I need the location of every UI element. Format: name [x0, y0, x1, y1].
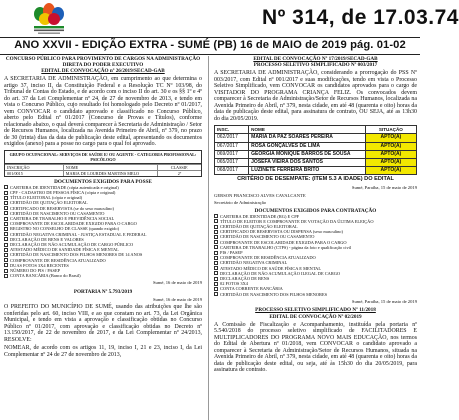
list-item-label: ATESTADO MÉDICO DE SANIDADE FÍSICA E MENTAL: [10, 247, 119, 253]
checkbox-icon: [214, 287, 218, 291]
list-item-label: CERTIFICADO DE RESERVISTA OU DISPENSA (sexo masculino): [220, 229, 343, 235]
status-badge: APTO(A): [366, 134, 416, 141]
list-item: [4, 273, 202, 278]
status-badge: APTO(A): [366, 151, 416, 158]
list-item-label: CERTIDÃO DE NASCIMENTO OU CASAMENTO: [220, 234, 315, 240]
edition-rule: [0, 54, 420, 55]
portaria-date: Sumé, 16 de maio de 2019: [153, 296, 202, 302]
checkbox-icon: [4, 185, 8, 189]
list-item-label: REGISTRO NO CONSELHO DE CLASSE (quando exigido): [10, 226, 120, 232]
portaria-title: PORTARIA Nº 5.793/2019: [73, 288, 133, 295]
checkbox-icon: [4, 258, 8, 262]
list-item-label: CERTIFICADO DE RESERVISTA (se do sexo masculino): [10, 205, 114, 211]
right-column: [214, 56, 417, 420]
checkbox-icon: [214, 261, 218, 265]
table-row: 069/2017 GEORGIA MONIQUE BARROS DE SOUSA APTO(A): [215, 151, 416, 159]
checkbox-icon: [214, 282, 218, 286]
checkbox-icon: [4, 274, 8, 278]
table-row: 068/2017 LUZINETE FERREIRA BRITO APTO(A): [215, 167, 416, 174]
docs-title-right: DOCUMENTOS EXIGIDOS PARA CONTRATAÇÃO: [254, 207, 377, 214]
column-divider: [208, 56, 209, 420]
edital-title: EDITAL DE CONVOCAÇÃO nº 26/2019/SECAD-GAB: [41, 68, 165, 74]
status-badge: APTO(A): [366, 159, 416, 166]
list-item-label: CPF - CADASTRO DE PESSOA FÍSICA (cópia e original): [10, 189, 116, 195]
list-item-label: ATESTADO MÉDICO DE SAÚDE FÍSICA E MENTAL: [220, 265, 322, 271]
list-item-label: TÍTULO DE ELEITOR E COMPROVANTE DE VOTAÇÃO DA ÚLTIMA ELEIÇÃO: [220, 218, 374, 224]
signature-role: Secretário de Administração: [214, 200, 267, 206]
table-row: INSCRIÇÃO NOME CLASSIF.: [5, 164, 201, 170]
checkbox-icon: [4, 211, 8, 215]
checkbox-icon: [4, 248, 8, 252]
list-item-label: COMPROVANTE DE RESIDÊNCIA ATUALIZADO: [220, 255, 316, 261]
list-item-label: CONTA BANCÁRIA (Banco do Brasil): [10, 273, 81, 279]
checkbox-icon: [214, 240, 218, 244]
list-item-label: CERTIDÃO DE NASCIMENTO DOS FILHOS MENORES: [220, 291, 328, 297]
pss-title: PROCESSO SELETIVO SIMPLIFICADO Nº 11/2018: [255, 307, 376, 314]
checkbox-icon: [214, 214, 218, 218]
list-item: [214, 292, 417, 297]
masthead: [0, 0, 459, 36]
list-item-label: DECLARAÇÃO DE NÃO ACUMULAÇÃO ILEGAL DE CARGO: [220, 270, 341, 276]
checkbox-icon: [4, 243, 8, 247]
checkbox-icon: [214, 277, 218, 281]
checkbox-icon: [214, 251, 218, 255]
list-item-label: NÚMERO DO PIS / PASEP: [10, 267, 61, 273]
list-item-label: DECLARAÇÃO DE NÃO ACUMULAÇÃO DE CARGO PÚBLICO: [10, 241, 134, 247]
list-item-label: 02 FOTOS 3X4: [220, 281, 248, 287]
checkbox-icon: [4, 237, 8, 241]
table-head: GRUPO OCUPACIONAL: SERVIÇOS DE SAÚDE E/ OU AGENTE - CATEGORIA PROFISSIONAL: PSICÓLOGO: [5, 151, 201, 164]
list-item-label: DECLARAÇÃO DE BENS E VALORES: [10, 236, 84, 242]
list-item-label: CARTEIRA DE TRABALHO (CTPS) - página da foto e qualificação civil: [220, 244, 352, 250]
list-item-label: CARTEIRA DE IDENTIDADE (cópia autenticada e original): [10, 184, 119, 190]
list-item-label: CERTIDÃO NEGATIVA CRIMINAL: [220, 260, 288, 266]
table-row: 065/2017 JOSEFA VIEIRA DOS SANTOS APTO(A): [215, 159, 416, 167]
docs-list: [4, 185, 202, 279]
signature-place: Sumé, 16 de maio de 2019: [153, 280, 202, 286]
docs-list-right: [214, 214, 417, 297]
checkbox-icon: [214, 225, 218, 229]
pss-edital: EDITAL DE CONVOCAÇÃO Nº 02/2019: [269, 313, 362, 320]
signature-name: GERSON FRANCISCO ALVES CAVALCANTE: [214, 192, 306, 198]
nomear-text: NOMEAR, de acordo com os artigos 11, 19, inciso I, 21 e 23, inciso I, da Lei Complementar nº 24 de 27 de novembro de 2013,: [4, 345, 202, 358]
result-table: [214, 125, 417, 175]
checkbox-icon: [214, 256, 218, 260]
list-item-label: CERTIDÃO DE NASCIMENTO OU CASAMENTO: [10, 210, 105, 216]
checkbox-icon: [214, 230, 218, 234]
list-item-label: COMPROVANTE DE ESCOLARIDADE EXIGIDA PARA O CARGO: [220, 239, 347, 245]
candidate-table: [4, 150, 202, 177]
table-row: 001/0015 MARIA DE LOURDES MARTINS MELO 2º: [5, 170, 201, 176]
list-item-label: CERTIDÃO DE NASCIMENTO DOS FILHOS MENORES DE 14 ANOS: [10, 252, 143, 258]
list-item-label: COMPROVANTE DE ESCOLARIDADE EXIGIDO PARA O CARGO: [10, 221, 137, 227]
checkbox-icon: [4, 191, 8, 195]
list-item-label: CONTA CORRENTE BANCÁRIA: [220, 286, 283, 292]
list-item-label: CARTEIRA DE TRABALHO E PREVIDÊNCIA SOCIAL: [10, 215, 115, 221]
docs-title: DOCUMENTOS EXIGIDOS PARA POSSE: [54, 178, 152, 185]
checkbox-icon: [4, 206, 8, 210]
table-row: 067/2017 ROSA GONÇALVES DE LIMA APTO(A): [215, 143, 416, 151]
edition-line: ANO XXVII - EDIÇÃO EXTRA - SUMÉ (PB) 16 de MAIO de 2019 pág. 01-02: [14, 39, 406, 51]
checkbox-icon: [214, 292, 218, 296]
checkbox-icon: [214, 245, 218, 249]
result-header-row: INSC. NOME SITUAÇÃO: [215, 126, 416, 134]
top-rule: [0, 37, 420, 38]
list-item-label: CERTIDÃO NEGATIVA CRIMINAL - JUSTIÇA ESTADUAL E FEDERAL: [10, 231, 147, 237]
concurso-title: CONCURSO PÚBLICO PARA PROVIMENTO DE CARGOS NA ADMINISTRAÇÃO DIRETA DO PODER EXECUTIVO: [5, 56, 201, 68]
signature-place-right: Sumé, Paraíba, 15 de maio de 2019: [351, 185, 417, 191]
checkbox-icon: [4, 253, 8, 257]
checkbox-icon: [214, 235, 218, 239]
list-item-label: CERTIDÃO DE QUITAÇÃO ELEITORAL: [10, 200, 88, 206]
checkbox-icon: [214, 266, 218, 270]
list-item-label: DECLARAÇÃO DE BENS: [220, 276, 270, 282]
edital-body: A SECRETARIA DE ADMINISTRAÇÃO, em cumprimento ao que determina o artigo 37, inciso II, da Constituição Federal e a Resolução TC Nº 103/98, do Tribunal de Contas do Estado, e de acordo com o inciso II do art. 30 e os §§ 1º e 4º do art. 37 da Lei Complementar nº 24, de 27 de novembro de 2013, e tendo em vista o Concurso Público, cujo resultado foi homologado pelo Decreto nº 01/2017, vem CONVOCAR o candidato aprovado e classificado no Concurso Público, aberto pelo Edital nº 01/2017 (Concurso de Provas e Títulos), conforme relacionado abaixo, o qual deverá comparecer à Secretaria de Administração / Setor de Recursos Humanos, localizada na Avenida Primeiro de Abril, nº 379, no prazo de 30 (trinta) dias da data de publicação deste edital, apresentando os documentos exigidos (anexo) para a posse no cargo para o qual foi aprovado.: [4, 76, 202, 148]
status-badge: APTO(A): [366, 167, 416, 174]
issue-number: Nº 314, de 17.03.74: [262, 6, 459, 29]
list-item-label: CERTIDÃO DE QUITAÇÃO ELEITORAL: [220, 224, 298, 230]
municipal-logo: [22, 2, 78, 36]
list-item-label: CARTEIRA DE IDENTIDADE (RG) E CPF: [220, 213, 300, 219]
portaria-body: O PREFEITO DO MUNICÍPIO DE SUMÉ, usando das atribuições que lhe são conferidas pelo art. 60, inciso VIII, e ao que constam no art. 73, da Lei Orgânica Municipal, e tendo em vista a aprovação e classificação obtidas no Concurso Público nº 01/2017, com aprovação e classificação obtidas no Decreto nº 13.150/2017, de 22 de novembro de 2017, e da Lei Complementar nº 24/2013, RESOLVE:: [4, 304, 202, 343]
checkbox-icon: [4, 269, 8, 273]
list-item-label: COMPROVANTE DE RESIDÊNCIA ATUALIZADO: [10, 257, 106, 263]
status-badge: APTO(A): [366, 143, 416, 150]
selecao-title: PROCESSO SELETIVO SIMPLIFICADO Nº 003/2017: [253, 62, 378, 69]
table-row: 062/2017 MARIA DA PAZ SOARES PEREIRA APTO(A): [215, 134, 416, 142]
list-item-label: TÍTULO ELEITORAL (cópia e original): [10, 195, 83, 201]
checkbox-icon: [4, 227, 8, 231]
checkbox-icon: [4, 201, 8, 205]
checkbox-icon: [214, 271, 218, 275]
pss-body: A Comissão de Fiscalização e Acompanhamento, instituída pela portaria nº 5.540/2018 do processo seletivo simplificado de FACILITADORES E MULTIPLICADORES DO PROGRAMA NOVO MAIS EDUCAÇÃO, nos termos do Edital de Abertura nº 01/2018, vem CONVOCAR o candidato aprovado a comparecer à Secretaria de Administração/Setor de Recursos Humanos, situada na Avenida Primeiro de Abril, nº 379, nesta cidade, em até 48 (quarenta e oito) horas da data de publicação deste edital, ou seja, até às 15h30 do dia 20/05/2019, para assinatura de contrato.: [214, 321, 417, 373]
criterio-desempate: CRITÉRIO DE DESEMPATE: (ITEM 5.3 A IDADE) DO EDITAL: [237, 176, 394, 183]
checkbox-icon: [4, 196, 8, 200]
checkbox-icon: [4, 263, 8, 267]
checkbox-icon: [4, 222, 8, 226]
edital-title-right: EDITAL DE CONVOCAÇÃO Nº 17/2019/SECAD-GAB: [253, 56, 378, 62]
checkbox-icon: [4, 232, 8, 236]
checkbox-icon: [214, 219, 218, 223]
edital-body-right: A SECRETARIA DE ADMINISTRAÇÃO, considerando a prorrogação do PSS Nº 003/2017, com Edital nº 001/2017 e suas modificações, tendo em vista o Processo Seletivo Simplificado, vem CONVOCAR os candidatos aprovados para o cargo de VISITADOR DO PROGRAMA CRIANÇA FELIZ. Os convocados devem comparecer à Secretaria de Administração/Setor de Recursos Humanos, localizada na Avenida Primeiro de Abril, nº 379, nesta cidade, em até 48 (quarenta e oito) horas da data de publicação deste edital, para assinatura de contrato, OU SEJA, até as 13h30 do dia 20/05/2019.: [214, 70, 417, 122]
list-item-label: PIS / PASEP: [220, 250, 243, 256]
checkbox-icon: [4, 217, 8, 221]
signature-place-right-2: Sumé, Paraíba, 15 de maio de 2019: [351, 298, 417, 304]
list-item-label: DUAS FOTOS 3X4 RECENTES: [10, 262, 69, 268]
left-column: [4, 56, 202, 420]
